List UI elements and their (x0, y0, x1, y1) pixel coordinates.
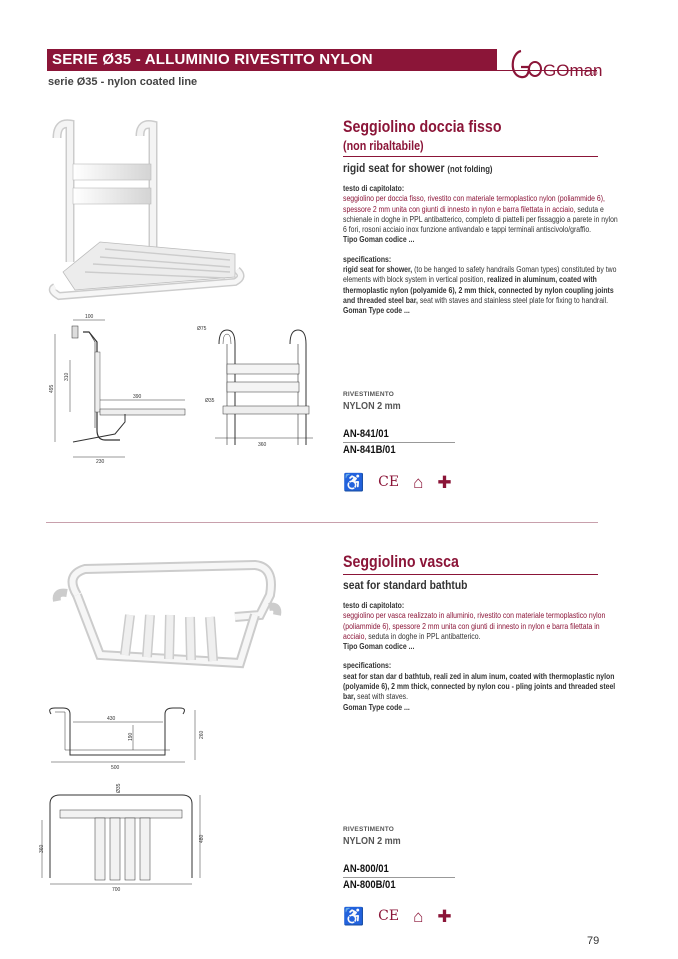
page-number: 79 (587, 935, 600, 947)
spec-it-code: Tipo Goman codice ... (343, 235, 415, 245)
spec-en-lead: rigid seat for shower, (343, 265, 413, 275)
medical-cross-icon: ✚ (437, 907, 452, 926)
spec-it-code: Tipo Goman codice ... (343, 642, 415, 652)
dim-label: 230 (96, 459, 105, 465)
dim-label: 500 (111, 765, 120, 771)
dim-label: 480 (199, 834, 205, 843)
ce-mark-icon: CE (378, 474, 400, 490)
spec-it-body-red: seggiolino per doccia fisso, rivestito con materiale termoplastico nylon (poliammide 6), spessore 2 mm unita con giunti di innesto in nylon e barra filettata in acciaio, (343, 194, 605, 214)
code-rule (343, 877, 455, 878)
product-code: AN-800B/01 (343, 879, 396, 891)
product-code: AN-800/01 (343, 863, 389, 875)
product-title-sub: (non ribaltabile) (343, 139, 424, 153)
spec-it-heading: testo di capitolato: (343, 184, 405, 193)
dim-label: 260 (199, 730, 205, 739)
wheelchair-icon: ♿ (343, 473, 365, 492)
dim-label: Ø75 (197, 326, 207, 332)
spec-it-body (343, 194, 623, 235)
series-subtitle: serie Ø35 - nylon coated line (48, 76, 198, 88)
dim-label: Ø35 (116, 783, 122, 793)
product-rule (343, 574, 598, 575)
bathtub-seat-top-drawing (45, 700, 220, 780)
section-divider (46, 522, 598, 523)
dim-label: 310 (64, 372, 70, 381)
product-title: Seggiolino doccia fisso (343, 118, 502, 136)
hospital-icon: ⌂ (413, 473, 424, 492)
dim-label: 430 (107, 716, 116, 722)
bathtub-seat-photo (55, 555, 280, 670)
spec-en-body (343, 672, 623, 703)
spec-en-part2: seat with staves. (355, 692, 409, 702)
shower-seat-photo (45, 112, 295, 302)
bathtub-seat-front-drawing (40, 780, 215, 895)
spec-en-code: Goman Type code ... (343, 702, 410, 712)
wheelchair-icon: ♿ (343, 907, 365, 926)
spec-en-heading: specifications: (343, 661, 392, 671)
spec-it-heading: testo di capitolato: (343, 601, 405, 610)
spec-it-body-rest: seduta e schienale in doghe in PPL antibatterico, completo di piattelli per fissaggio a parete in nylon 6 fori, rosoni acciaio inox funzione antivandalo e tappi terminali antiscivolo/graffio. (343, 204, 618, 235)
dim-label: 495 (49, 384, 55, 393)
dim-label: 100 (85, 314, 94, 320)
dim-label: 360 (39, 844, 45, 853)
dim-label: 700 (112, 887, 121, 893)
product-spec (343, 601, 623, 713)
coating-label: RIVESTIMENTO (343, 826, 395, 833)
shower-seat-front-drawing (195, 320, 325, 455)
goman-logo (507, 45, 602, 85)
coating-value: NYLON 2 mm (343, 400, 401, 412)
medical-cross-icon: ✚ (437, 473, 452, 492)
spec-en-part1: (to be hanged to safety handrails Goman types) constituted by two elements with block system in vertical position, (343, 265, 617, 285)
code-rule (343, 442, 455, 443)
spec-en-part2: seat with staves and stainless steel plate for fixing to handrail. (417, 295, 609, 305)
series-title: SERIE Ø35 - ALLUMINIO RIVESTITO NYLON (52, 51, 373, 68)
dim-label: 390 (133, 394, 142, 400)
spec-it-body-red: seggiolino per vasca realizzato in alluminio, rivestito con materiale termoplastico nylon (poliammide 6), spessore 2 mm unita con giunti di innesto in nylon e barra filettata in acciaio, (343, 611, 606, 641)
dim-label: 190 (128, 732, 134, 741)
product-code: AN-841B/01 (343, 444, 396, 456)
spec-en-bold: realized in aluminum, coated with thermoplastic nylon (polyamide 6), 2 mm thick, connected by nylon coupling joints and threaded steel bar, (343, 275, 614, 305)
spec-en-heading: specifications: (343, 254, 392, 264)
dim-label: Ø35 (205, 398, 215, 404)
dim-label: 360 (258, 442, 267, 448)
english-title-note: (not folding) (447, 164, 493, 174)
spec-en-bold: seat for stan dar d bathtub, reali zed in alum inum, coated with thermoplastic nylon (polyamide 6), 2 mm thick, connected by nylon cou - pling joints and threaded steel bar, (343, 671, 616, 702)
spec-en-code: Goman Type code ... (343, 306, 410, 316)
product-code: AN-841/01 (343, 428, 389, 440)
certification-icons (343, 474, 452, 491)
product-english-title (343, 161, 493, 175)
logo-text: GOman (543, 61, 603, 80)
hospital-icon: ⌂ (413, 907, 424, 926)
english-title-text: rigid seat for shower (343, 161, 445, 175)
spec-en-body (343, 265, 623, 306)
product-spec (343, 184, 623, 317)
product-rule (343, 156, 598, 157)
spec-it-body (343, 611, 623, 642)
ce-mark-icon: CE (378, 908, 400, 924)
coating-label: RIVESTIMENTO (343, 391, 395, 398)
product-english-title: seat for standard bathtub (343, 578, 468, 592)
product-title: Seggiolino vasca (343, 553, 459, 571)
coating-value: NYLON 2 mm (343, 835, 401, 847)
spec-it-body-rest: seduta in doghe in PPL antibatterico. (366, 631, 481, 641)
shower-seat-side-drawing (45, 312, 200, 467)
certification-icons (343, 908, 452, 925)
